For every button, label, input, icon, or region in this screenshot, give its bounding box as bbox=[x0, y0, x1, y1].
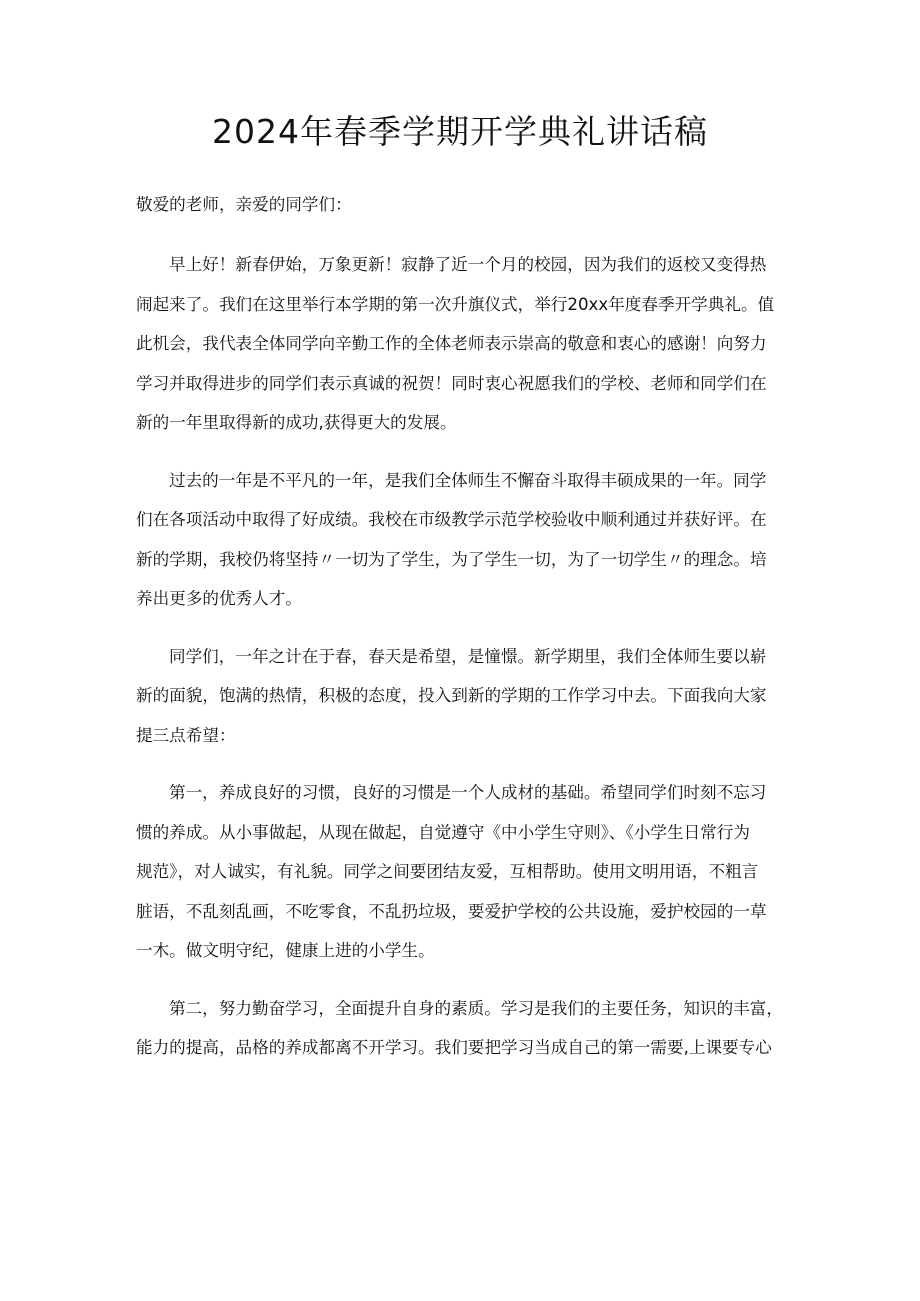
paragraph-line: 提三点希望： bbox=[136, 725, 236, 745]
paragraph-line: 新的一年里取得新的成功,获得更大的发展。 bbox=[136, 413, 457, 432]
paragraph-line: 养出更多的优秀人才。 bbox=[136, 589, 302, 608]
paragraph-line: 惯的养成。从小事做起，从现在做起，自觉遵守《中小学生守则》、《小学生日常行为 bbox=[136, 822, 750, 842]
paragraph-line: 第一，养成良好的习惯，良好的习惯是一个人成材的基础。希望同学们时刻不忘习 bbox=[169, 783, 767, 802]
paragraph-2 bbox=[136, 461, 796, 619]
paragraph-line: 早上好！新春伊始，万象更新！寂静了近一个月的校园，因为我们的返校又变得热 bbox=[169, 255, 767, 274]
paragraph-line: 一木。做文明守纪，健康上进的小学生。 bbox=[136, 941, 435, 960]
paragraph-line: 过去的一年是不平凡的一年，是我们全体师生不懈奋斗取得丰硕成果的一年。同学 bbox=[169, 470, 767, 490]
paragraph-line: 脏语，不乱刻乱画，不吃零食，不乱扔垃圾，要爱护学校的公共设施，爱护校园的一草 bbox=[136, 901, 767, 921]
paragraph-line: 能力的提高，品格的养成都离不开学习。我们要把学习当成自己的第一需要,上课要专心 bbox=[136, 1038, 772, 1057]
paragraph-line: 新的面貌，饱满的热情，积极的态度，投入到新的学期的工作学习中去。下面我向大家 bbox=[136, 686, 767, 705]
document-body bbox=[136, 185, 796, 1086]
document-title: 2024年春季学期开学典礼讲话稿 bbox=[212, 112, 708, 151]
paragraph-3 bbox=[136, 637, 796, 756]
paragraph-line: 规范》，对人诚实，有礼貌。同学之间要团结友爱，互相帮助。使用文明用语，不粗言 bbox=[136, 862, 759, 881]
paragraph-4 bbox=[136, 773, 796, 971]
salutation: 敬爱的老师，亲爱的同学们： bbox=[136, 195, 352, 214]
paragraph-line: 第二，努力勤奋学习，全面提升自身的素质。学习是我们的主要任务，知识的丰富， bbox=[169, 998, 783, 1018]
paragraph-5 bbox=[136, 989, 796, 1068]
paragraph-line: 此机会，我代表全体同学向辛勤工作的全体老师表示崇高的敬意和衷心的感谢！向努力 bbox=[136, 334, 767, 353]
paragraph-line: 同学们，一年之计在于春，春天是希望，是憧憬。新学期里，我们全体师生要以崭 bbox=[169, 646, 767, 666]
paragraph-line: 们在各项活动中取得了好成绩。我校在市级教学示范学校验收中顺利通过并获好评。在 bbox=[136, 510, 767, 529]
paragraph-line: 学习并取得进步的同学们表示真诚的祝贺！同时衷心祝愿我们的学校、老师和同学们在 bbox=[136, 373, 767, 393]
paragraph-1 bbox=[136, 245, 796, 443]
paragraph-line: 新的学期，我校仍将坚持〃一切为了学生，为了学生一切，为了一切学生〃的理念。培 bbox=[136, 549, 767, 569]
paragraph-line: 闹起来了。我们在这里举行本学期的第一次升旗仪式，举行20xx年度春季开学典礼。值 bbox=[136, 294, 775, 314]
